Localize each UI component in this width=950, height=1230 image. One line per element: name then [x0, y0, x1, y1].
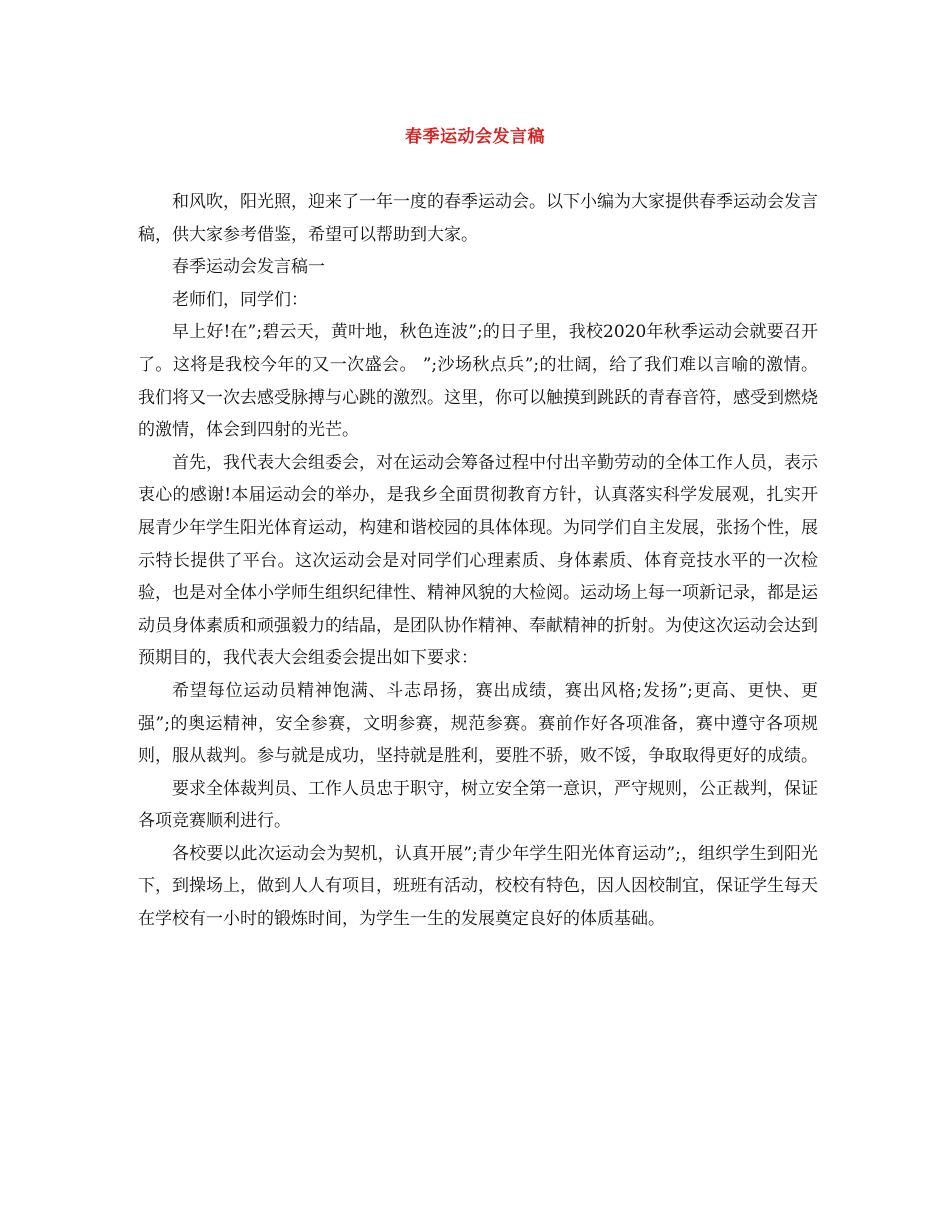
- paragraph-thanks: 首先，我代表大会组委会，对在运动会筹备过程中付出辛勤劳动的全体工作人员，表示衷心的感谢!本届运动会的举办，是我乡全面贯彻教育方针，认真落实科学发展观，扎实开展青少年学生阳光体育运动，构建和谐校园的具体体现。为同学们自主发展，张扬个性，展示特长提供了平台。这次运动会是对同学们心理素质、身体素质、体育竞技水平的一次检验，也是对全体小学师生组织纪律性、精神风貌的大检阅。运动场上每一项新记录，都是运动员身体素质和顽强毅力的结晶，是团队协作精神、奉献精神的折射。为使这次运动会达到预期目的，我代表大会组委会提出如下要求：: [138, 452, 818, 669]
- paragraph-intro: 和风吹，阳光照，迎来了一年一度的春季运动会。以下小编为大家提供春季运动会发言稿，供大家参考借鉴，希望可以帮助到大家。: [138, 192, 818, 245]
- paragraph-referees: 要求全体裁判员、工作人员忠于职守，树立安全第一意识，严守规则，公正裁判，保证各项竞赛顺利进行。: [138, 778, 818, 832]
- document-body: [138, 186, 818, 936]
- paragraph-schools: 各校要以此次运动会为契机，认真开展”;青少年学生阳光体育运动”;，组织学生到阳光下，到操场上，做到人人有项目，班班有活动，校校有特色，因人因校制宜，保证学生每天在学校有一小时的锻炼时间，为学生一生的发展奠定良好的体质基础。: [138, 843, 818, 930]
- section-heading: 春季运动会发言稿一: [172, 257, 325, 278]
- paragraph-athletes: 希望每位运动员精神饱满、斗志昂扬，赛出成绩，赛出风格;发扬”;更高、更快、更强”;的奥运精神，安全参赛，文明参赛，规范参赛。赛前作好各项准备，赛中遵守各项规则，服从裁判。参与就是成功，坚持就是胜利，要胜不骄，败不馁，争取取得更好的成绩。: [138, 680, 818, 767]
- page-title: 春季运动会发言稿: [405, 127, 545, 147]
- salutation: 老师们，同学们：: [172, 289, 308, 310]
- paragraph-greeting: 早上好!在”;碧云天，黄叶地，秋色连波”;的日子里，我校2020年秋季运动会就要召开了。这将是我校今年的又一次盛会。 ”;沙场秋点兵”;的壮阔，给了我们难以言喻的激情。我们将又一次去感受脉搏与心跳的激烈。这里，你可以触摸到跳跃的青春音符，感受到燃烧的激情，体会到四射的光芒。: [138, 322, 818, 441]
